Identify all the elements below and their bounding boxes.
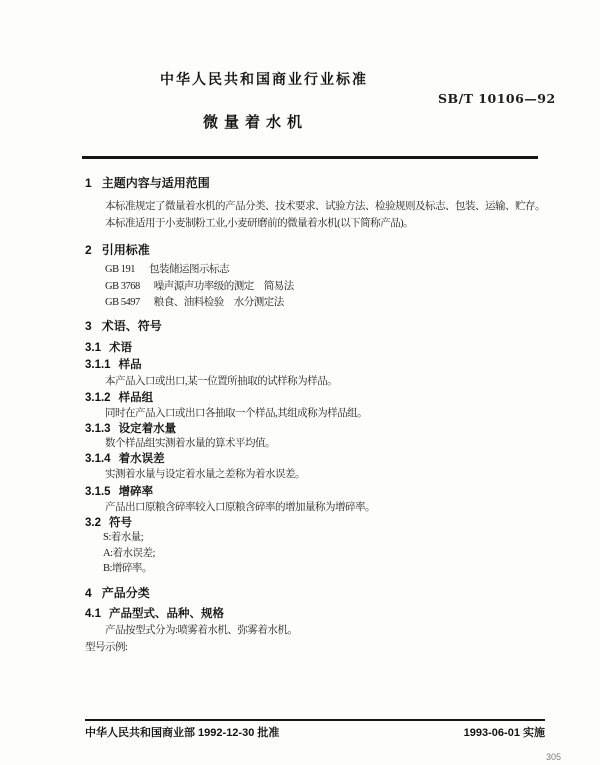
section-title: 主题内容与适用范围 <box>101 176 210 190</box>
reference-item <box>105 297 284 310</box>
section-4-heading <box>85 586 150 600</box>
term-3-1-5-heading <box>85 486 153 500</box>
subsection-title: 符号 <box>109 517 132 529</box>
term-number: 3.1.2 <box>85 392 111 404</box>
term-3-1-2-heading <box>85 392 153 406</box>
symbol-item-s: S:着水量; <box>103 532 144 543</box>
term-number: 3.1.5 <box>85 486 111 498</box>
model-example-label: 型号示例: <box>85 642 128 653</box>
section-number: 4 <box>85 586 92 600</box>
reference-code: GB 3768 <box>105 281 140 292</box>
section-number: 3 <box>85 319 92 333</box>
symbol-item-b: B:增碎率。 <box>103 563 152 574</box>
term-3-1-4-definition: 实测着水量与设定着水量之差称为着水误差。 <box>105 469 305 480</box>
section-number: 2 <box>85 243 92 257</box>
reference-title: 包装储运图示标志 <box>148 264 229 275</box>
document-title: 微量着水机 <box>203 114 309 131</box>
term-number: 3.1.4 <box>85 453 111 465</box>
term-3-1-3-definition: 数个样品组实测着水量的算术平均值。 <box>105 438 275 449</box>
term-title: 设定着水量 <box>118 423 177 435</box>
section-title: 产品分类 <box>101 586 150 600</box>
section-title: 术语、符号 <box>101 319 162 333</box>
term-3-1-5-definition: 产品出口原粮含碎率较入口原粮含碎率的增加量称为增碎率。 <box>105 502 375 513</box>
symbol-item-a: A:着水误差; <box>103 548 155 559</box>
standard-org-line: 中华人民共和国商业行业标准 <box>160 71 368 87</box>
reference-title: 噪声源声功率级的测定 简易法 <box>153 281 294 292</box>
subsection-number: 3.2 <box>85 517 101 529</box>
footer-rule <box>85 719 545 721</box>
term-title: 样品组 <box>118 392 154 404</box>
section-number: 1 <box>85 176 92 190</box>
reference-title: 粮食、油料检验 水分测定法 <box>153 297 284 308</box>
scope-paragraph-1: 本标准规定了微量着水机的产品分类、技术要求、试验方法、检验规则及标志、包装、运输、贮存。 <box>105 201 545 212</box>
approval-note: 中华人民共和国商业部 1992-12-30 批准 <box>85 727 280 739</box>
reference-code: GB 5497 <box>105 297 140 308</box>
term-3-1-1-definition: 本产品入口或出口,某一位置所抽取的试样称为样品。 <box>105 376 338 387</box>
page-number: 305 <box>546 752 562 762</box>
term-3-1-2-definition: 同时在产品入口或出口各抽取一个样品,其组成称为样品组。 <box>105 408 368 419</box>
term-title: 样品 <box>118 359 142 371</box>
reference-code: GB 191 <box>105 264 135 275</box>
term-title: 增碎率 <box>118 486 154 498</box>
reference-item <box>105 264 229 277</box>
subsection-number: 4.1 <box>85 608 101 620</box>
subsection-3-1-heading <box>85 342 132 356</box>
section-2-heading <box>85 243 150 257</box>
standard-number: SB/T 10106—92 <box>438 91 556 106</box>
classification-paragraph: 产品按型式分为:喷雾着水机、弥雾着水机。 <box>105 625 298 636</box>
header-rule <box>82 156 538 159</box>
subsection-title: 术语 <box>109 342 132 354</box>
section-1-heading <box>85 176 210 190</box>
subsection-3-2-heading <box>85 517 132 531</box>
section-title: 引用标准 <box>101 243 150 257</box>
term-number: 3.1.3 <box>85 423 111 435</box>
section-3-heading <box>85 319 162 333</box>
scope-paragraph-2: 本标准适用于小麦制粉工业,小麦研磨前的微量着水机(以下简称产品)。 <box>105 218 414 229</box>
term-3-1-1-heading <box>85 359 142 373</box>
term-3-1-4-heading <box>85 453 165 467</box>
subsection-number: 3.1 <box>85 342 101 354</box>
subsection-4-1-heading <box>85 608 224 622</box>
term-title: 着水误差 <box>118 453 165 465</box>
term-number: 3.1.1 <box>85 359 111 371</box>
reference-item <box>105 281 294 294</box>
implementation-note: 1993-06-01 实施 <box>463 727 545 739</box>
term-3-1-3-heading <box>85 423 176 437</box>
subsection-title: 产品型式、品种、规格 <box>109 608 224 620</box>
